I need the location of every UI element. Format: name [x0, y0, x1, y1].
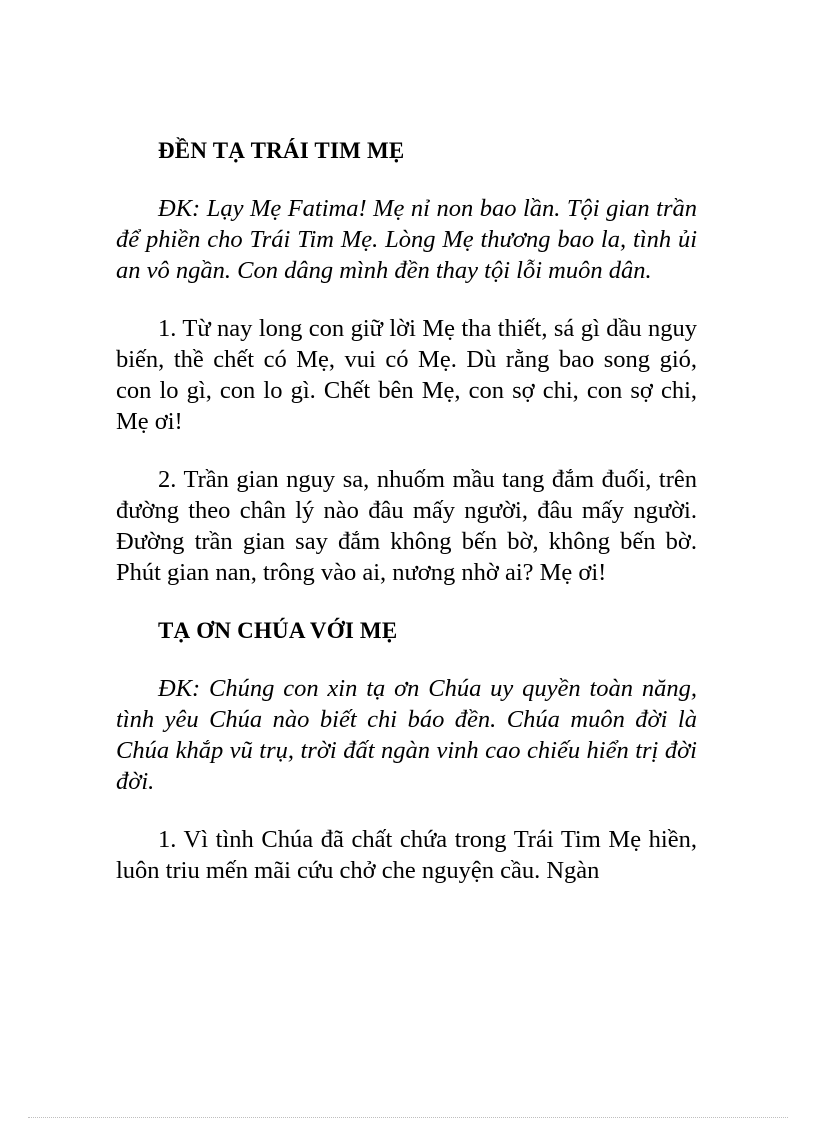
hymn-refrain: ĐK: Lạy Mẹ Fatima! Mẹ nỉ non bao lần. Tội gian trần để phiền cho Trái Tim Mẹ. Lòng Mẹ thương bao la, tình ủi an vô ngần. Con dâng mình đền thay tội lỗi muôn dân.	[116, 195, 697, 284]
page-content	[116, 135, 697, 913]
hymn-verse: 2. Trần gian nguy sa, nhuốm mầu tang đắm đuối, trên đường theo chân lý nào đâu mấy người, đâu mấy người. Đường trần gian say đắm không bến bờ, không bến bờ. Phút gian nan, trông vào ai, nương nhờ ai? Mẹ ơi!	[116, 466, 697, 586]
hymn-section-den-ta	[116, 135, 697, 588]
hymn-verse: 1. Vì tình Chúa đã chất chứa trong Trái Tim Mẹ hiền, luôn triu mến mãi cứu chở che nguyện cầu. Ngàn	[116, 826, 697, 884]
hymn-section-ta-on	[116, 615, 697, 886]
hymn-refrain: ĐK: Chúng con xin tạ ơn Chúa uy quyền toàn năng, tình yêu Chúa nào biết chi báo đền. Chúa muôn đời là Chúa khắp vũ trụ, trời đất ngàn vinh cao chiếu hiển trị đời đời.	[116, 675, 697, 795]
hymn-verse: 1. Từ nay long con giữ lời Mẹ tha thiết, sá gì dầu nguy biến, thề chết có Mẹ, vui có Mẹ. Dù rằng bao song gió, con lo gì, con lo gì. Chết bên Mẹ, con sợ chi, con sợ chi, Mẹ ơi!	[116, 315, 697, 435]
hymn-title: ĐỀN TẠ TRÁI TIM MẸ	[158, 138, 405, 163]
hymn-title: TẠ ƠN CHÚA VỚI MẸ	[158, 618, 398, 643]
page-bottom-divider	[28, 1117, 788, 1118]
